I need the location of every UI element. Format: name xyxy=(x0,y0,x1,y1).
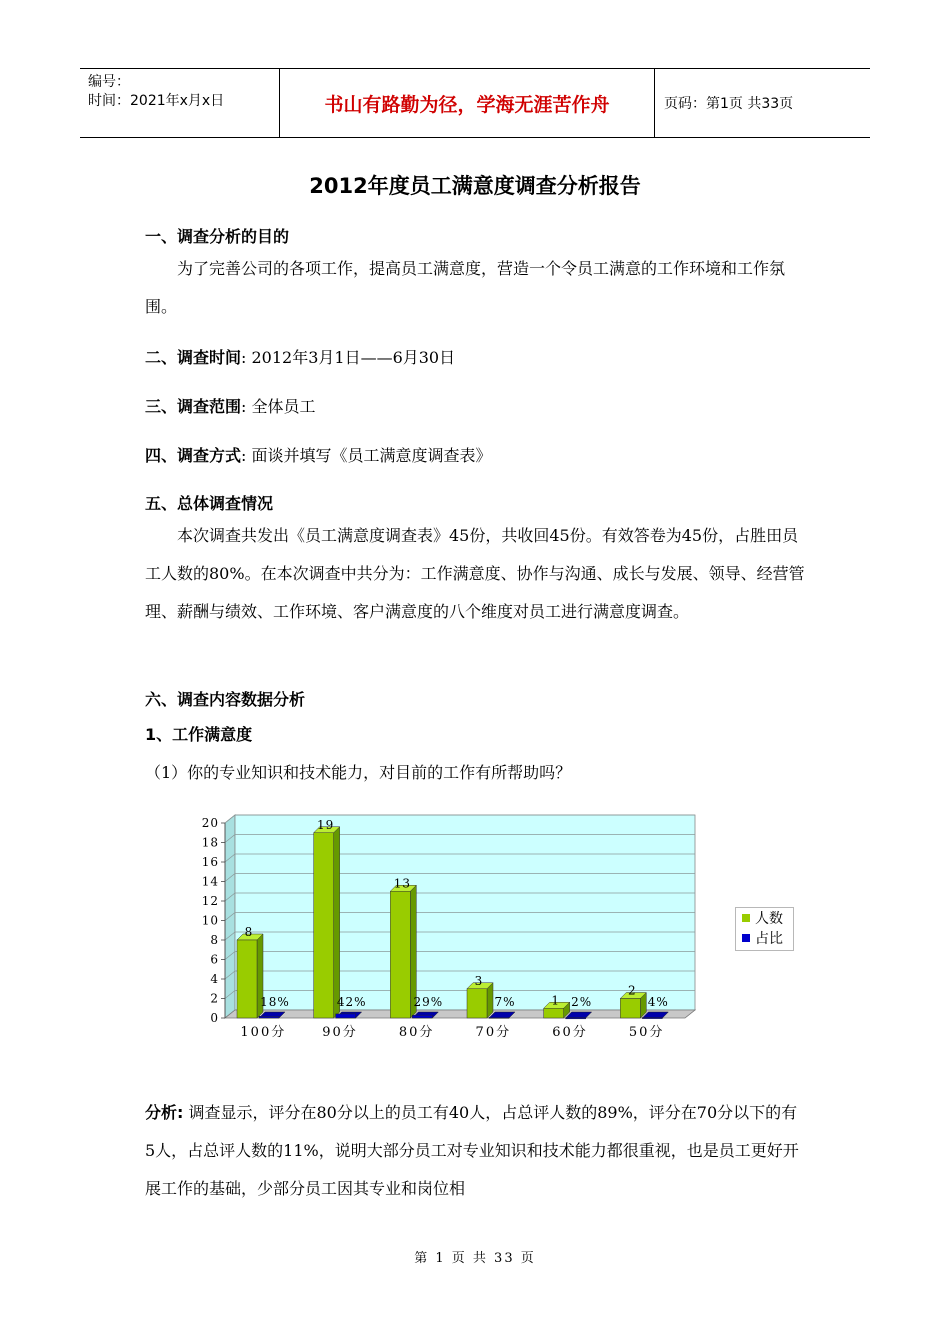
legend-label-ratio: 占比 xyxy=(755,931,783,947)
y-tick-label: 12 xyxy=(201,894,219,908)
section-6-sub-1: 1、工作满意度 xyxy=(145,725,253,744)
section-2-heading: 二、调查时间 xyxy=(145,348,242,367)
x-tick-label: 80分 xyxy=(398,1025,435,1040)
data-label-count: 8 xyxy=(244,925,254,939)
data-label-count: 3 xyxy=(474,973,484,988)
section-4 xyxy=(145,443,492,466)
bar-ratio xyxy=(566,1018,586,1019)
bar-count xyxy=(314,833,334,1018)
bar-ratio xyxy=(336,1014,356,1018)
y-tick-label: 18 xyxy=(201,835,219,850)
section-6-heading: 六、调查内容数据分析 xyxy=(145,690,306,709)
legend-item-count xyxy=(736,908,793,928)
bar-count xyxy=(544,1008,564,1018)
bar-ratio xyxy=(642,1018,662,1019)
header-meta xyxy=(80,69,280,137)
section-4-heading: 四、调查方式 xyxy=(145,446,242,465)
legend-swatch-count xyxy=(742,914,750,922)
y-tick-label: 10 xyxy=(201,913,219,928)
y-tick-label: 8 xyxy=(210,933,219,947)
x-tick-label: 70分 xyxy=(475,1025,512,1040)
bar-count xyxy=(467,989,487,1018)
y-tick-label: 14 xyxy=(201,874,219,889)
time-label: 时间：2021年x月x日 xyxy=(88,93,225,109)
data-label-ratio: 7% xyxy=(494,995,516,1009)
section-4-value: : 面谈并填写《员工满意度调查表》 xyxy=(241,446,492,465)
document-title: 2012年度员工满意度调查分析报告 xyxy=(309,174,641,198)
legend-item-ratio xyxy=(736,928,793,948)
header-page-info: 页码：第1页 共33页 xyxy=(664,96,794,112)
question-1: （1）你的专业知识和技术能力，对目前的工作有所帮助吗？ xyxy=(145,763,572,782)
data-label-ratio: 4% xyxy=(647,995,669,1009)
chart-legend xyxy=(735,907,794,951)
data-label-ratio: 42% xyxy=(336,995,367,1009)
bar-count xyxy=(237,940,257,1018)
section-1-text: 为了完善公司的各项工作，提高员工满意度，营造一个令员工满意的工作环境和工作氛围。 xyxy=(145,259,786,316)
section-5-heading: 五、总体调查情况 xyxy=(145,494,274,513)
section-2 xyxy=(145,345,455,368)
serial-label: 编号： xyxy=(88,74,130,90)
legend-swatch-ratio xyxy=(742,934,750,942)
data-label-ratio: 18% xyxy=(260,995,290,1009)
section-3-heading: 三、调查范围 xyxy=(145,397,242,416)
section-2-value: : 2012年3月1日——6月30日 xyxy=(241,348,456,367)
legend-label-count: 人数 xyxy=(755,911,783,927)
section-3 xyxy=(145,394,316,417)
analysis-paragraph xyxy=(145,1094,805,1208)
data-label-count: 13 xyxy=(393,876,411,891)
bar-count-side xyxy=(334,827,340,1018)
analysis-label: 分析: xyxy=(145,1103,184,1122)
data-label-ratio: 2% xyxy=(571,995,593,1009)
data-label-count: 2 xyxy=(628,983,637,998)
bar-ratio xyxy=(412,1015,432,1018)
section-5-text: 本次调查共发出《员工满意度调查表》45份，共收回45份。有效答卷为45份，占胜田员工人数的80%。在本次调查中共分为：工作满意度、协作与沟通、成长与发展、领导、经营管理、薪酬与绩效、工作环境、客户满意度的八个维度对员工进行满意度调查。 xyxy=(145,526,805,621)
x-tick-label: 50分 xyxy=(628,1025,665,1040)
page-footer: 第 1 页 共 33 页 xyxy=(414,1251,536,1266)
y-tick-label: 20 xyxy=(201,816,219,830)
page-header xyxy=(80,68,870,138)
bar-count xyxy=(390,891,410,1018)
x-tick-label: 90分 xyxy=(322,1025,358,1040)
y-tick-label: 0 xyxy=(210,1011,219,1025)
data-label-count: 1 xyxy=(551,993,560,1008)
bar-count xyxy=(620,999,640,1019)
y-tick-label: 2 xyxy=(210,991,219,1006)
satisfaction-bar-chart xyxy=(190,808,710,1048)
bar-ratio xyxy=(489,1017,509,1018)
data-label-count: 19 xyxy=(317,817,335,832)
header-motto: 书山有路勤为径，学海无涯苦作舟 xyxy=(280,69,655,137)
y-tick-label: 6 xyxy=(210,952,219,967)
analysis-text: 调查显示，评分在80分以上的员工有40人，占总评人数的89%，评分在70分以下的有5人，占总评人数的11%，说明大部分员工对专业知识和技术能力都很重视，也是员工更好开展工作的基础，少部分员工因其专业和岗位相 xyxy=(145,1103,799,1198)
section-1-heading: 一、调查分析的目的 xyxy=(145,227,290,246)
x-tick-label: 100分 xyxy=(240,1025,287,1040)
y-tick-label: 4 xyxy=(210,972,219,986)
section-3-value: : 全体员工 xyxy=(241,397,316,416)
bar-ratio xyxy=(259,1016,279,1018)
x-tick-label: 60分 xyxy=(552,1025,588,1040)
y-tick-label: 16 xyxy=(201,855,219,869)
data-label-ratio: 29% xyxy=(413,995,444,1009)
